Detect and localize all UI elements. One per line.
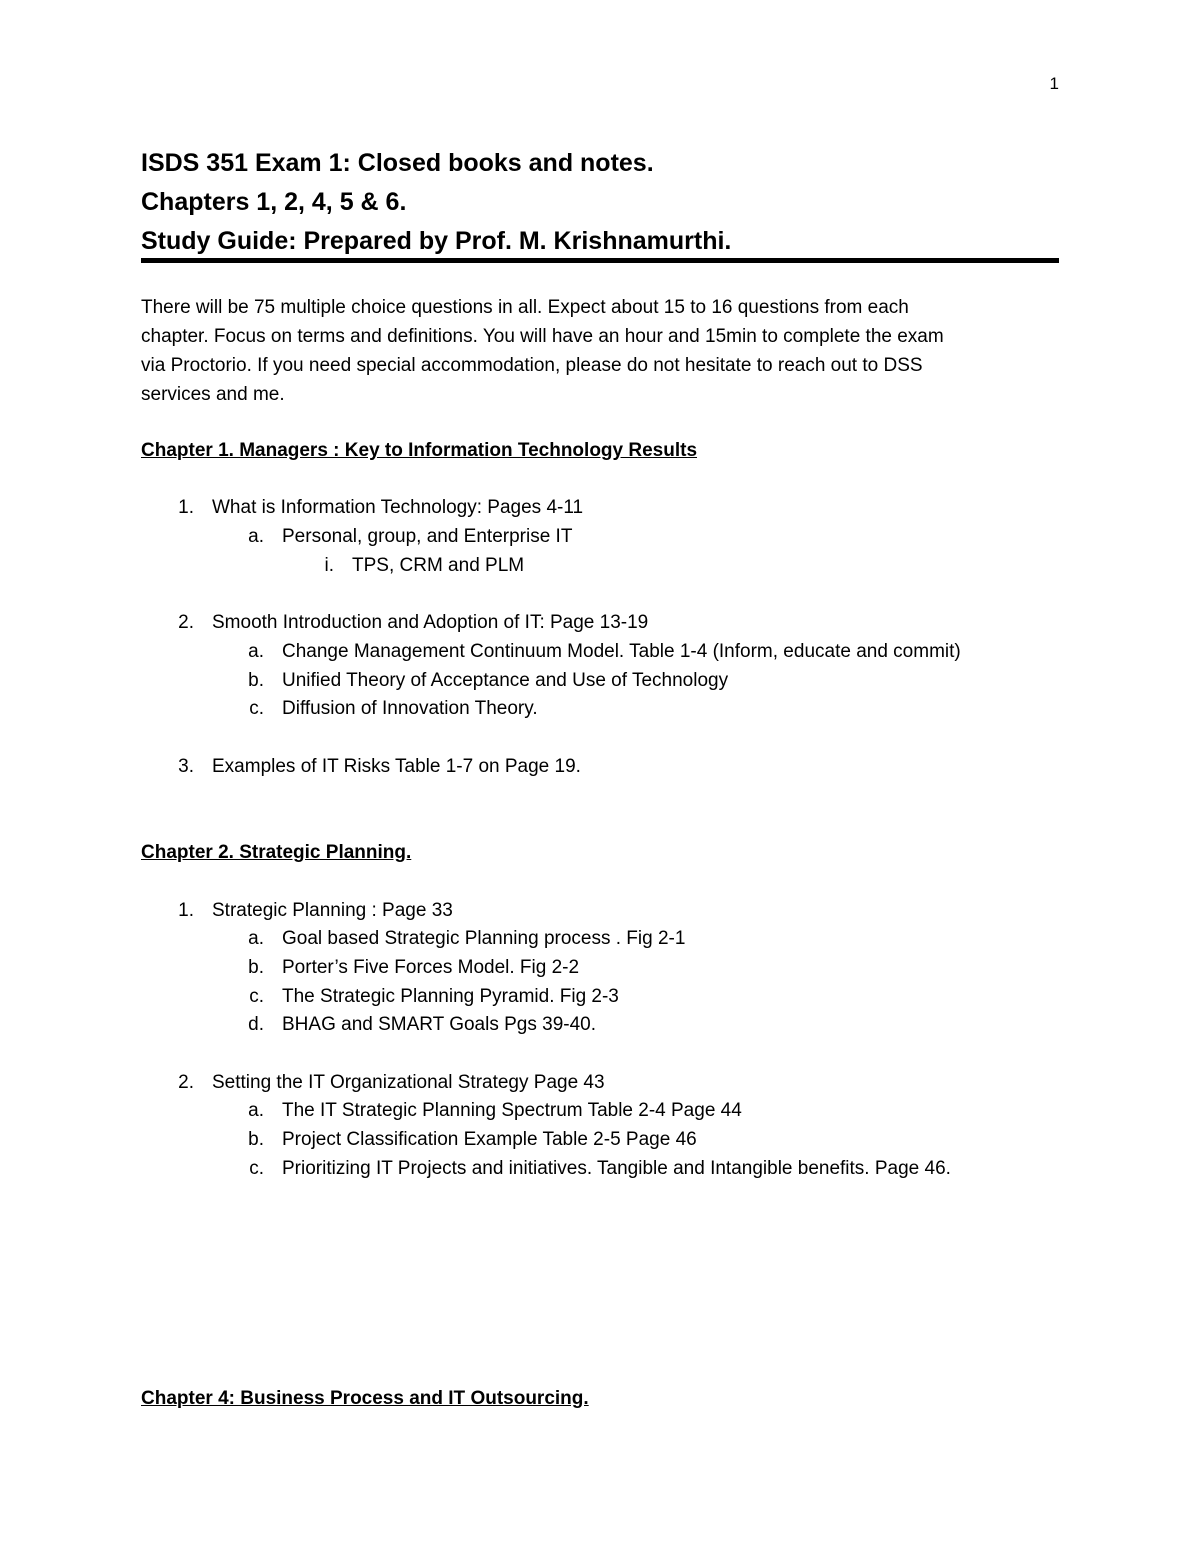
list-marker: 1. [178,900,194,921]
list-item: Change Management Continuum Model. Table 1-4 (Inform, educate and commit) [282,641,961,662]
list-item: Smooth Introduction and Adoption of IT: Page 13-19 [212,612,649,633]
list-marker: c. [249,698,264,719]
title-divider [141,258,1059,263]
list-marker: b. [248,957,264,978]
list-marker: 2. [178,1072,194,1093]
list-marker: c. [249,1158,264,1179]
list-item: Diffusion of Innovation Theory. [282,698,538,719]
page-number: 1 [1049,74,1059,93]
list-marker: a. [248,526,264,547]
list-marker: d. [248,1014,264,1035]
list-marker: 2. [178,612,194,633]
list-item: Prioritizing IT Projects and initiatives. Tangible and Intangible benefits. Page 46. [282,1158,951,1179]
intro-line-2: chapter. Focus on terms and definitions. You will have an hour and 15min to complete the exam [141,326,944,347]
list-marker: i. [324,555,334,576]
list-item: Examples of IT Risks Table 1-7 on Page 19. [212,756,581,777]
chapter-4-heading: Chapter 4: Business Process and IT Outsourcing. [141,1388,589,1409]
chapter-1-heading: Chapter 1. Managers : Key to Information Technology Results [141,440,698,461]
list-item: The Strategic Planning Pyramid. Fig 2-3 [282,986,619,1007]
intro-paragraph [141,293,1059,409]
list-marker: b. [248,670,264,691]
list-item: Setting the IT Organizational Strategy Page 43 [212,1072,605,1093]
document-title [141,144,1059,261]
list-item: Project Classification Example Table 2-5 Page 46 [282,1129,697,1150]
list-item: BHAG and SMART Goals Pgs 39-40. [282,1014,597,1035]
list-marker: 1. [178,497,194,518]
list-item: TPS, CRM and PLM [352,555,525,576]
list-item: Strategic Planning : Page 33 [212,900,453,921]
list-item: Personal, group, and Enterprise IT [282,526,573,547]
title-line-3: Study Guide: Prepared by Prof. M. Krishnamurthi. [141,227,732,255]
list-marker: 3. [178,756,194,777]
list-marker: b. [248,1129,264,1150]
list-item: What is Information Technology: Pages 4-11 [212,497,584,518]
title-line-1: ISDS 351 Exam 1: Closed books and notes. [141,149,654,177]
list-item: Porter’s Five Forces Model. Fig 2-2 [282,957,580,978]
intro-line-1: There will be 75 multiple choice questions in all. Expect about 15 to 16 questions from each [141,297,909,318]
intro-line-3: via Proctorio. If you need special accommodation, please do not hesitate to reach out to DSS [141,355,923,376]
list-marker: c. [249,986,264,1007]
title-line-2: Chapters 1, 2, 4, 5 & 6. [141,188,407,216]
list-marker: a. [248,641,264,662]
list-item: The IT Strategic Planning Spectrum Table 2-4 Page 44 [282,1100,742,1121]
chapter-2-heading: Chapter 2. Strategic Planning. [141,842,412,863]
list-marker: a. [248,1100,264,1121]
intro-line-4: services and me. [141,384,285,405]
list-item: Goal based Strategic Planning process . Fig 2-1 [282,928,686,949]
list-marker: a. [248,928,264,949]
list-item: Unified Theory of Acceptance and Use of Technology [282,670,729,691]
